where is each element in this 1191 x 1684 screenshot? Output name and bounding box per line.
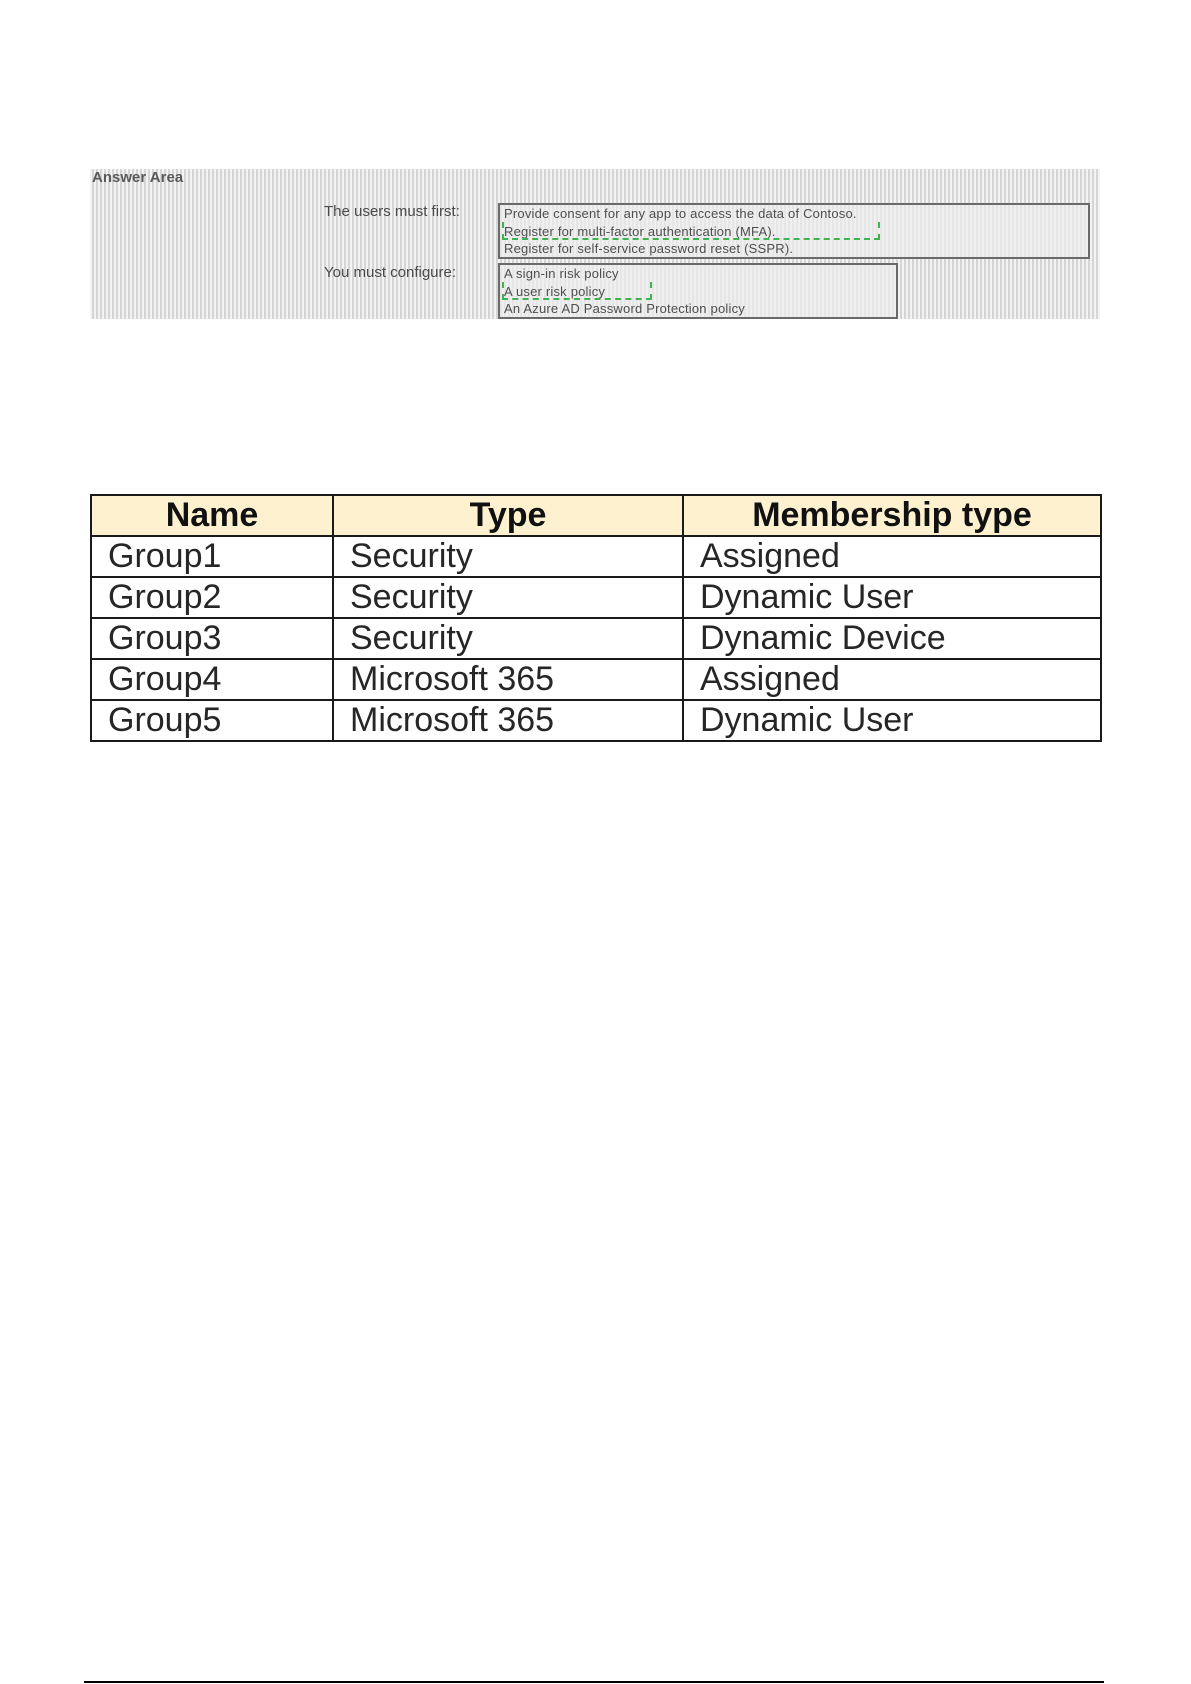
footer-divider — [84, 1681, 1104, 1683]
cell-name: Group5 — [91, 700, 333, 741]
table-row — [91, 577, 1101, 618]
question-2-option-1[interactable]: A sign-in risk policy — [504, 266, 619, 281]
answer-area — [90, 169, 1100, 319]
question-1-label: The users must first: — [324, 203, 460, 220]
table-header-row — [91, 495, 1101, 536]
cell-type: Microsoft 365 — [333, 659, 683, 700]
cell-name: Group2 — [91, 577, 333, 618]
table-row — [91, 659, 1101, 700]
question-2-dropdown[interactable] — [498, 263, 898, 319]
question-2-option-2[interactable]: A user risk policy — [504, 284, 606, 299]
groups-table — [90, 494, 1102, 742]
cell-type: Security — [333, 577, 683, 618]
table-row — [91, 618, 1101, 659]
header-name: Name — [91, 495, 333, 536]
cell-name: Group4 — [91, 659, 333, 700]
header-type: Type — [333, 495, 683, 536]
answer-area-title: Answer Area — [92, 169, 184, 186]
cell-type: Security — [333, 536, 683, 577]
question-1-option-3[interactable]: Register for self-service password reset (SSPR). — [504, 241, 794, 256]
question-2-option-3[interactable]: An Azure AD Password Protection policy — [504, 301, 745, 316]
cell-membership-type: Dynamic User — [683, 577, 1101, 618]
cell-name: Group3 — [91, 618, 333, 659]
question-1-option-2[interactable]: Register for multi-factor authentication (MFA). — [504, 224, 776, 239]
table-row — [91, 536, 1101, 577]
cell-membership-type: Assigned — [683, 536, 1101, 577]
cell-type: Security — [333, 618, 683, 659]
question-1-dropdown[interactable] — [498, 203, 1090, 259]
cell-membership-type: Assigned — [683, 659, 1101, 700]
cell-membership-type: Dynamic User — [683, 700, 1101, 741]
question-1-option-1[interactable]: Provide consent for any app to access the data of Contoso. — [504, 206, 857, 221]
cell-name: Group1 — [91, 536, 333, 577]
cell-membership-type: Dynamic Device — [683, 618, 1101, 659]
cell-type: Microsoft 365 — [333, 700, 683, 741]
question-2-label: You must configure: — [324, 264, 457, 281]
header-membership-type: Membership type — [683, 495, 1101, 536]
table-row — [91, 700, 1101, 741]
